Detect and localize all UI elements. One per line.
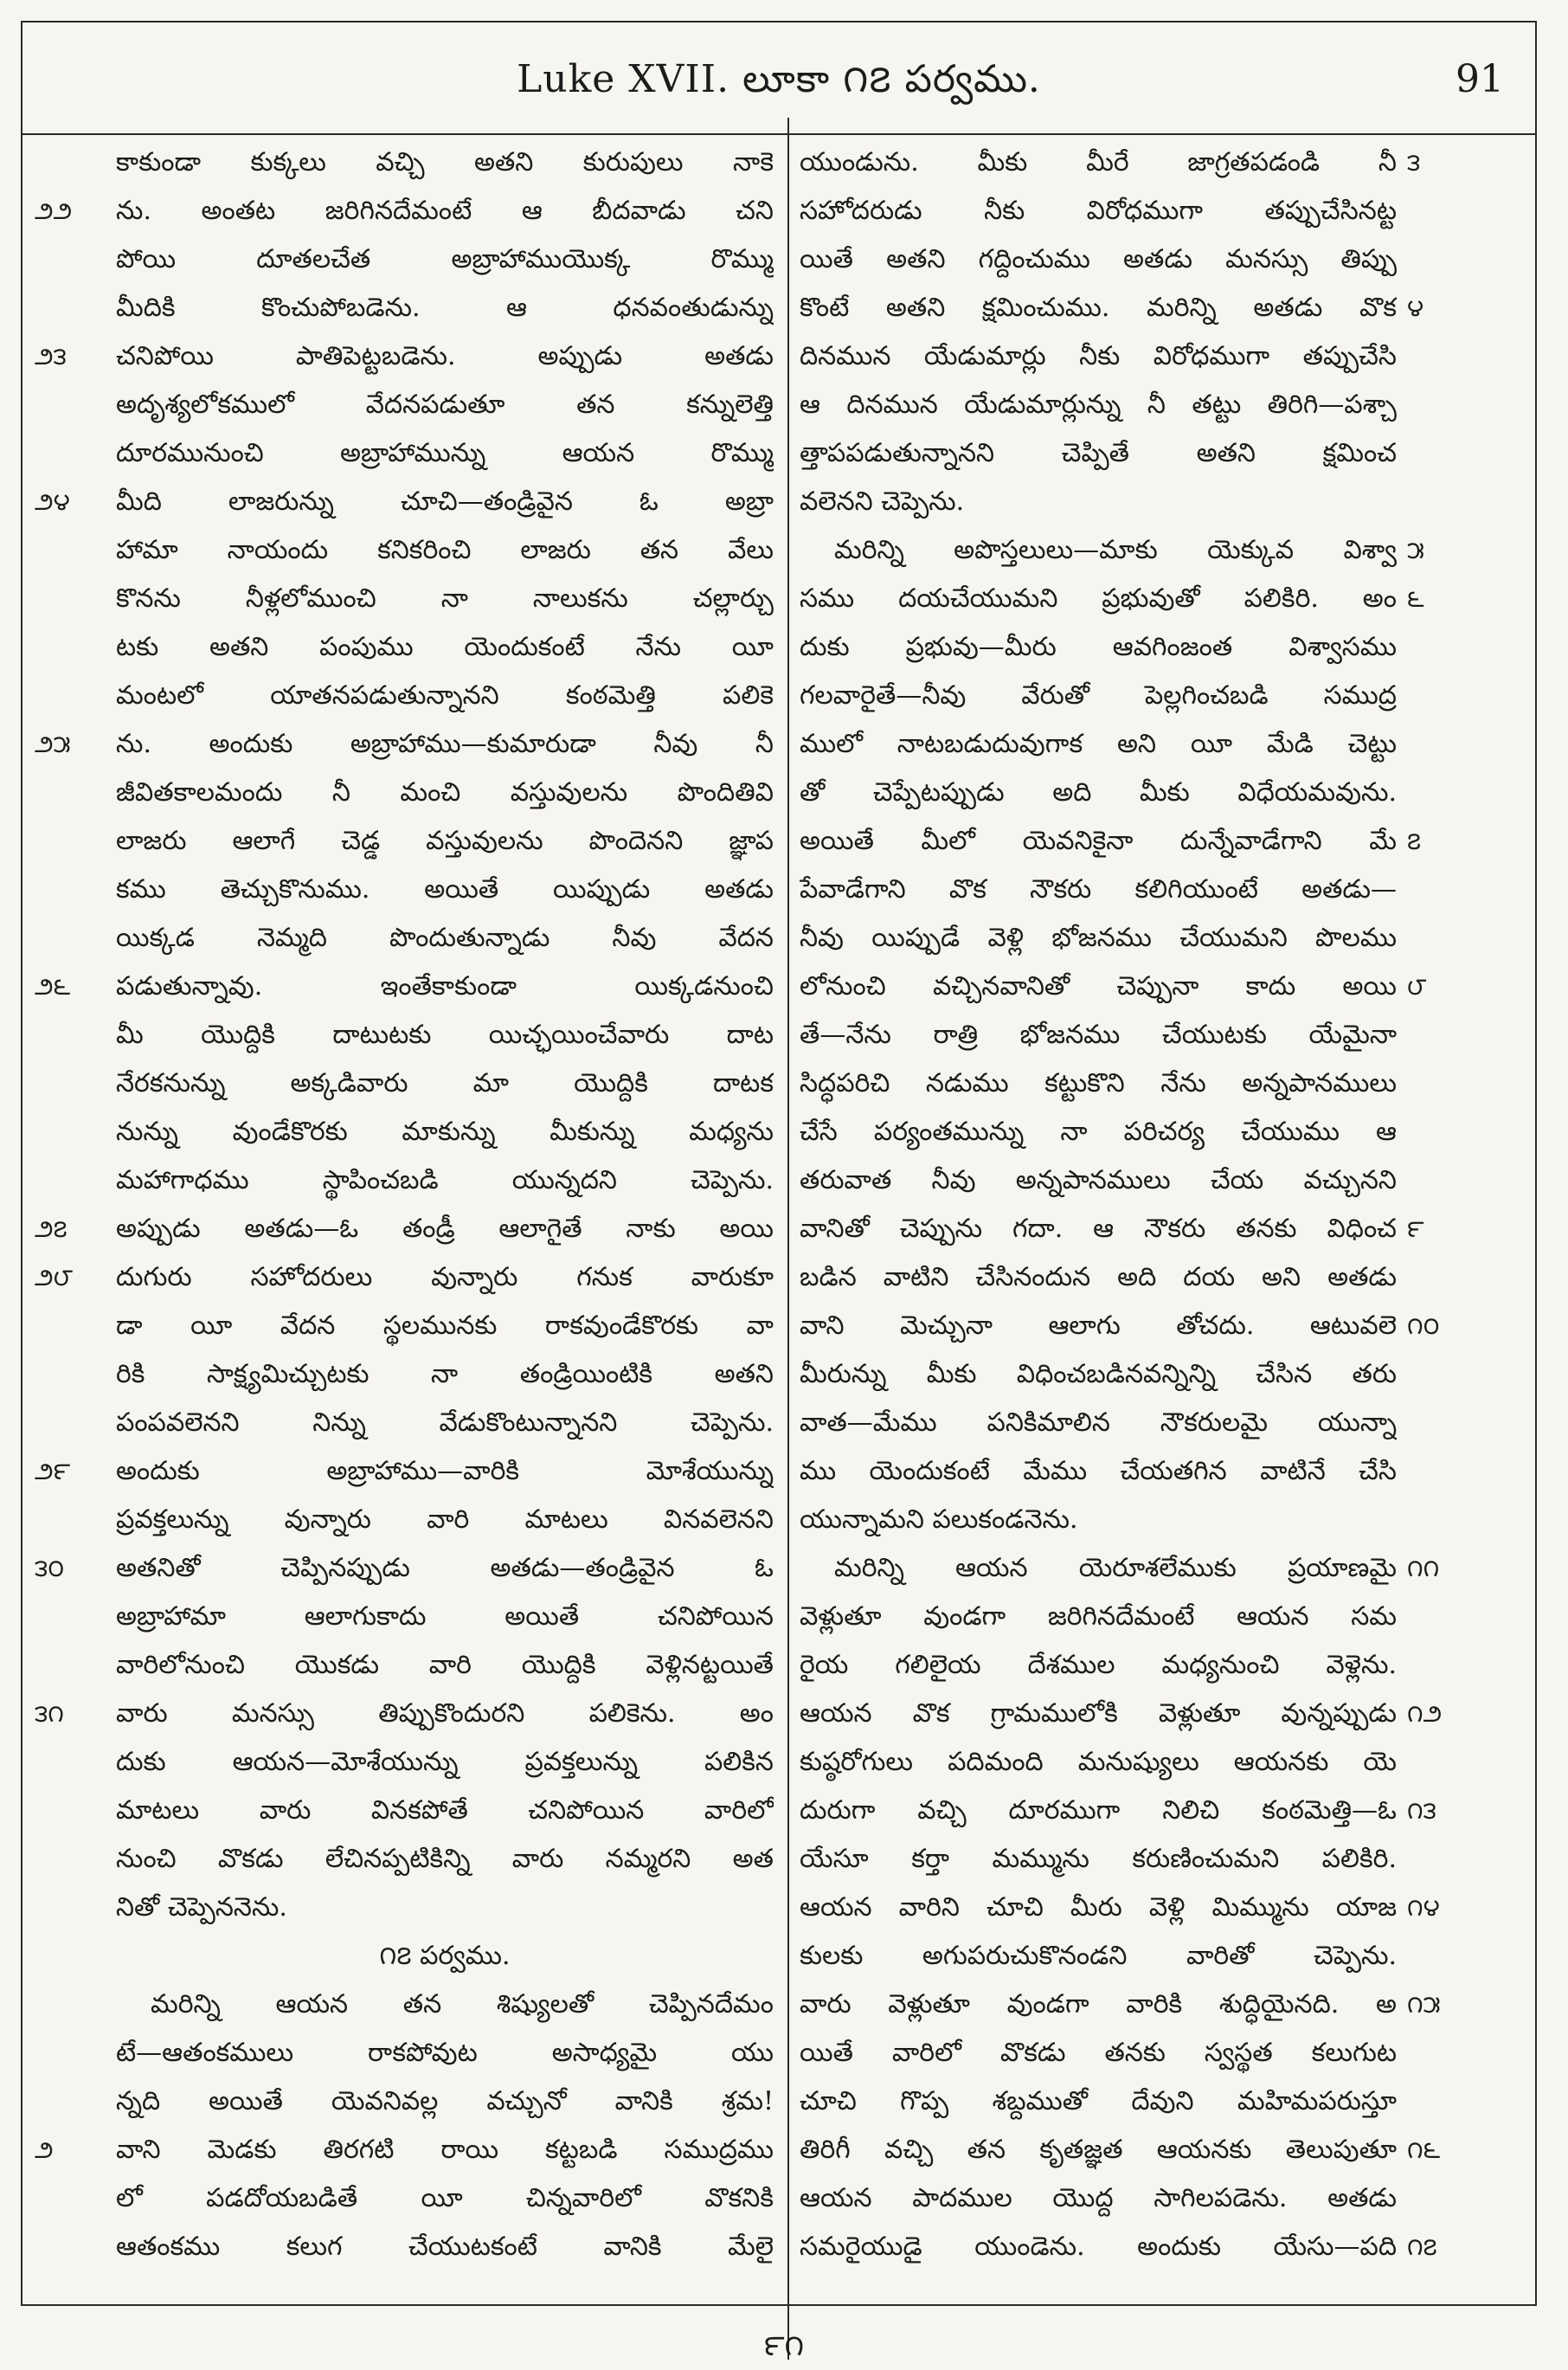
right-column <box>800 138 1397 2360</box>
verse-number: ౨౩ <box>35 342 67 370</box>
text-line: సమరైయుడై యుండెను. అందుకు యేసు—పది <box>800 2232 1397 2262</box>
text-line: పోయి దూతలచేత అబ్రాహాముయొక్క రొమ్ము <box>116 244 774 274</box>
text-line: అతనితో చెప్పినప్పుడు అతడు—తండ్రివైన ఓ <box>116 1553 774 1583</box>
verse-number: ౩ <box>1407 148 1421 177</box>
verse-number: ౨౬ <box>35 972 71 1001</box>
text-line: ఆయన వొక గ్రామములోకి వెళ్లుతూ వున్నప్పుడు <box>800 1698 1397 1729</box>
verse-number: ౧౩ <box>1407 1796 1436 1825</box>
text-line: అందుకు అబ్రాహాము—వారికి మోశేయున్ను <box>116 1456 774 1486</box>
text-line: న్నది అయితే యెవనివల్ల వచ్చునో వానికి శ్రమ! <box>116 2086 774 2116</box>
text-line: లోనుంచి వచ్చినవానితో చెప్పునా కాదు అయి <box>800 971 1397 1001</box>
text-line: వారు మనస్సు తిప్పుకొందురని పలికెను. అం <box>116 1698 774 1729</box>
text-line: ఆ దినమున యేడుమార్లున్ను నీ తట్టు తిరిగి—పశ్చా <box>800 390 1397 420</box>
text-line: కులకు అగుపరుచుకొనండని వారితో చెప్పెను. <box>800 1941 1397 1971</box>
text-line: మాటలు వారు వినకపోతే చనిపోయిన వారిలో <box>116 1795 774 1826</box>
verse-number: ౨౫ <box>35 730 71 758</box>
text-line: నీవు యిప్పుడే వెళ్లి భోజనము చేయుమని పొలము <box>800 923 1397 953</box>
text-line: మీరున్ను మీకు విధించబడినవన్నిన్ని చేసిన తరు <box>800 1359 1397 1389</box>
text-line: అదృశ్యలోకములో వేదనపడుతూ తన కన్నులెత్తి <box>116 390 774 420</box>
text-line: వాని మెడకు తిరగటి రాయి కట్టబడి సముద్రము <box>116 2135 774 2165</box>
text-line: దూరమునుంచి అబ్రాహామున్ను ఆయన రొమ్ము <box>116 438 774 468</box>
text-line: రైయ గలిలైయ దేశముల మధ్యనుంచి వెళ్లెను. <box>800 1650 1397 1680</box>
text-line: అప్పుడు అతడు—ఓ తండ్రీ ఆలాగైతే నాకు అయి <box>116 1214 774 1244</box>
text-line: టే—ఆతంకములు రాకపోవుట అసాధ్యమై యు <box>116 2038 774 2068</box>
text-line: కుష్ఠరోగులు పదిమంది మనుష్యులు ఆయనకు యె <box>800 1747 1397 1777</box>
left-column <box>116 138 774 2360</box>
verse-number: ౧౪ <box>1407 1893 1440 1922</box>
verse-number: ౯ <box>1407 1214 1424 1243</box>
text-line: ను. అంతట జరిగినదేమంటే ఆ బీదవాడు చని <box>116 196 774 226</box>
text-line: మీ యొద్దికి దాటుటకు యిచ్ఛయించేవారు దాట <box>116 1020 774 1050</box>
text-line: యేసూ కర్తా మమ్మును కరుణించుమని పలికిరి. <box>800 1844 1397 1874</box>
text-line: వానితో చెప్పును గదా. ఆ నౌకరు తనకు విధించ <box>800 1214 1397 1244</box>
text-line: అయితే మీలో యెవనికైనా దున్నేవాడేగాని మే <box>800 826 1397 856</box>
text-line: మంటలో యాతనపడుతున్నానని కంఠమెత్తి పలికె <box>116 680 774 711</box>
text-line: మీది లాజరున్ను చూచి—తండ్రివైన ఓ అబ్రా <box>116 486 774 517</box>
text-line: డా యీ వేదన స్థలమునకు రాకవుండేకొరకు వా <box>116 1311 774 1341</box>
text-line: నితో చెప్పెననెను. <box>116 1892 287 1922</box>
text-line: వలెనని చెప్పెను. <box>800 486 965 517</box>
text-line: కొనను నీళ్లలోముంచి నా నాలుకను చల్లార్చు <box>116 583 774 614</box>
text-line: తరువాత నీవు అన్నపానములు చేయ వచ్చునని <box>800 1165 1397 1195</box>
text-line: టకు అతని పంపుము యెందుకంటే నేను యీ <box>116 632 774 662</box>
verse-number: ౫ <box>1407 536 1424 564</box>
text-line: సము దయచేయుమని ప్రభువుతో పలికిరి. అం <box>800 583 1397 614</box>
text-line: సహోదరుడు నీకు విరోధముగా తప్పుచేసినట్ట <box>800 196 1397 226</box>
text-line: దుగురు సహోదరులు వున్నారు గనుక వారుకూ <box>116 1262 774 1292</box>
text-line: కాకుండా కుక్కలు వచ్చి అతని కురుపులు నాకె <box>116 147 774 177</box>
text-line: ఆతంకము కలుగ చేయుటకంటే వానికి మేలై <box>116 2232 774 2262</box>
text-line: కొంటే అతని క్షమించుము. మరిన్ని అతడు వొక <box>800 293 1397 323</box>
text-line: దురుగా వచ్చి దూరముగా నిలిచి కంఠమెత్తి—ఓ <box>800 1795 1397 1826</box>
text-line: త్తాపపడుతున్నానని చెప్పితే అతని క్షమించ <box>800 438 1397 468</box>
verse-number: ౩౧ <box>35 1699 64 1728</box>
text-line: పేవాడేగాని వొక నౌకరు కలిగియుంటే అతడు— <box>800 874 1397 905</box>
text-line: గలవారైతే—నీవు వేరుతో పెల్లగించబడి సముద్ర <box>800 680 1397 711</box>
verse-number: ౨౨ <box>35 196 73 225</box>
verse-number: ౧౧ <box>1407 1554 1440 1582</box>
text-line: ఆయన పాదముల యొద్ద సాగిలపడెను. అతడు <box>800 2183 1397 2213</box>
text-line: తే—నేను రాత్రి భోజనము చేయుటకు యేమైనా <box>800 1020 1397 1050</box>
text-line: మరిన్ని ఆయన తన శిష్యులతో చెప్పినదేమం <box>151 1989 774 2019</box>
signature-mark: ౯౧ <box>763 2328 805 2363</box>
text-line: లాజరు ఆలాగే చెడ్డ వస్తువులను పొందెనని జ్ఞాప <box>116 826 774 856</box>
text-line: మీదికి కొంచుపోబడెను. ఆ ధనవంతుడున్ను <box>116 293 774 323</box>
text-line: వాని మెచ్చునా ఆలాగు తోచదు. ఆటువలె <box>800 1311 1397 1341</box>
text-line: మరిన్ని ఆయన యెరూశలేముకు ప్రయాణమై <box>834 1553 1397 1583</box>
text-line: ప్రవక్తలున్ను వున్నారు వారి మాటలు వినవలెనని <box>116 1504 774 1535</box>
verse-number: ౧౨ <box>1407 1699 1443 1728</box>
text-line: యున్నామని పలుకండనెను. <box>800 1504 1078 1535</box>
text-line: నేరకనున్ను అక్కడివారు మా యొద్దికి దాటక <box>116 1068 774 1098</box>
verse-number: ౮ <box>1407 972 1427 1001</box>
text-line: జీవితకాలమందు నీ మంచి వస్తువులను పొందితివి <box>116 777 774 808</box>
chapter-heading: ౧౭ పర్వము. <box>379 1941 511 1971</box>
verse-number: ౧౭ <box>1407 2232 1437 2261</box>
verse-number: ౭ <box>1407 827 1422 855</box>
verse-number: ౨౭ <box>35 1214 67 1243</box>
text-line: దినమున యేడుమార్లు నీకు విరోధముగా తప్పుచేసి <box>800 341 1397 371</box>
verse-number: ౨౪ <box>35 487 70 516</box>
text-line: రికి సాక్ష్యమిచ్చుటకు నా తండ్రియింటికి అతని <box>116 1359 774 1389</box>
verse-number: ౨౮ <box>35 1263 74 1291</box>
text-line: నుంచి వొకడు లేచినప్పటికిన్ని వారు నమ్మరని అత <box>116 1844 774 1874</box>
verse-number: ౪ <box>1407 293 1424 322</box>
text-line: వారు వెళ్లుతూ వుండగా వారికి శుద్ధియైనది. అ <box>800 1989 1397 2019</box>
page-number: 91 <box>1456 57 1504 101</box>
text-line: తో చెప్పేటప్పుడు అది మీకు విధేయమవును. <box>800 777 1397 808</box>
text-line: చూచి గొప్ప శబ్దముతో దేవుని మహిమపరుస్తూ <box>800 2086 1397 2116</box>
column-divider <box>787 118 789 2360</box>
text-line: సిద్ధపరిచి నడుము కట్టుకొని నేను అన్నపానములు <box>800 1068 1397 1098</box>
text-line: కము తెచ్చుకొనుము. అయితే యిప్పుడు అతడు <box>116 874 774 905</box>
text-line: తిరిగీ వచ్చి తన కృతజ్ఞత ఆయనకు తెలుపుతూ <box>800 2135 1397 2165</box>
verse-number: ౨౯ <box>35 1457 71 1485</box>
text-line: వారిలోనుంచి యొకడు వారి యొద్దికి వెళ్లినట్టయితే <box>116 1650 774 1680</box>
text-line: మరిన్ని అపొస్తలులు—మాకు యెక్కువ విశ్వా <box>834 535 1397 565</box>
verse-number: ౧౬ <box>1407 2135 1441 2164</box>
page-title: Luke XVII. లూకా ౧౭ పర్వము. <box>517 57 1041 101</box>
text-line: పడుతున్నావు. ఇంతేకాకుండా యిక్కడనుంచి <box>116 971 774 1001</box>
text-line: హామా నాయందు కనికరించి లాజరు తన వేలు <box>116 535 774 565</box>
text-line: ములో నాటబడుదువుగాక అని యీ మేడి చెట్టు <box>800 729 1397 759</box>
text-line: దుకు ప్రభువు—మీరు ఆవగింజంత విశ్వాసము <box>800 632 1397 662</box>
text-line: వెళ్లుతూ వుండగా జరిగినదేమంటే ఆయన సమ <box>800 1601 1397 1632</box>
text-line: చనిపోయి పాతిపెట్టబడెను. అప్పుడు అతడు <box>116 341 774 371</box>
text-line: యిక్కడ నెమ్మది పొందుతున్నాడు నీవు వేదన <box>116 923 774 953</box>
page-header <box>22 23 1535 135</box>
text-line: పంపవలెనని నిన్ను వేడుకొంటున్నానని చెప్పెను. <box>116 1407 774 1438</box>
text-line: నున్ను వుండేకొరకు మాకున్ను మీకున్ను మధ్యను <box>116 1117 774 1147</box>
text-line: యితే అతని గద్దించుము అతడు మనస్సు తిప్పు <box>800 244 1397 274</box>
verse-number: ౩౦ <box>35 1554 65 1582</box>
text-line: లో పడదోయబడితే యీ చిన్నవారిలో వొకనికి <box>116 2183 774 2213</box>
text-line: యుండును. మీకు మీరే జాగ్రతపడండి నీ <box>800 147 1397 177</box>
text-line: యితే వారిలో వొకడు తనకు స్వస్థత కలుగుట <box>800 2038 1397 2068</box>
text-line: ను. అందుకు అబ్రాహాము—కుమారుడా నీవు నీ <box>116 729 774 759</box>
verse-number: ౧౫ <box>1407 1990 1441 2019</box>
text-line: ము యెందుకంటే మేము చేయతగిన వాటినే చేసి <box>800 1456 1397 1486</box>
text-line: ఆయన వారిని చూచి మీరు వెళ్లి మిమ్మును యాజ <box>800 1892 1397 1922</box>
text-line: వాత—మేము పనికిమాలిన నౌకరులమై యున్నా <box>800 1407 1397 1438</box>
text-line: దుకు ఆయన—మోశేయున్ను ప్రవక్తలున్ను పలికిన <box>116 1747 774 1777</box>
verse-number: ౨ <box>35 2135 54 2164</box>
verse-number: ౬ <box>1407 584 1424 613</box>
text-line: చేసే పర్యంతమున్ను నా పరిచర్య చేయుము ఆ <box>800 1117 1397 1147</box>
text-line: అబ్రాహామా ఆలాగుకాదు అయితే చనిపోయిన <box>116 1601 774 1632</box>
verse-number: ౧౦ <box>1407 1311 1440 1340</box>
text-line: మహాగాధము స్థాపించబడి యున్నదని చెప్పెను. <box>116 1165 774 1195</box>
text-line: బడిన వాటిని చేసినందున అది దయ అని అతడు <box>800 1262 1397 1292</box>
